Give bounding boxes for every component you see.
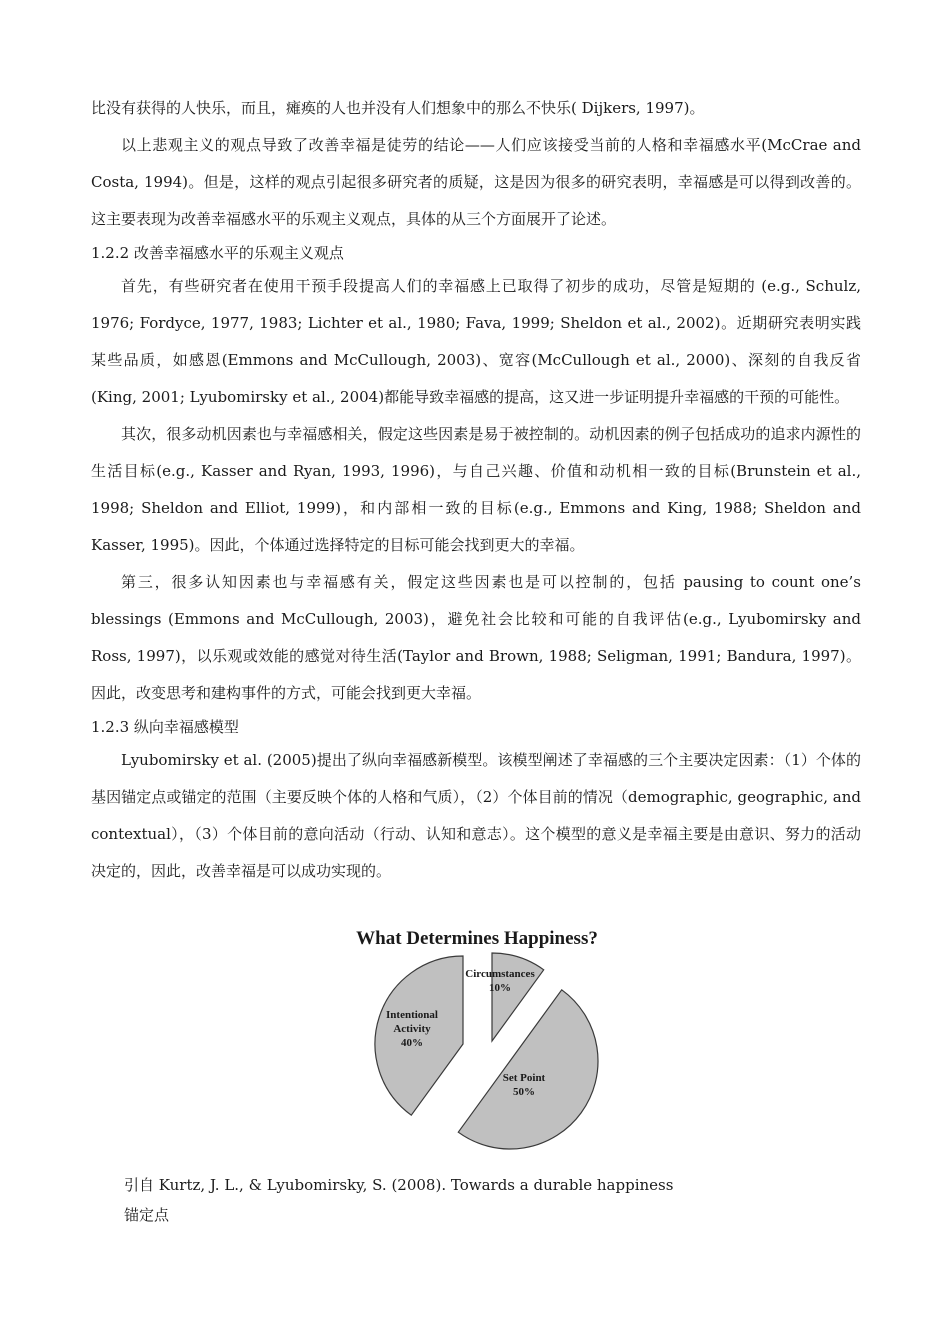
figure-caption bbox=[124, 1170, 673, 1230]
paragraph-pessimism-conclusion: 以上悲观主义的观点导致了改善幸福是徒劳的结论——人们应该接受当前的人格和幸福感水平(McCrae and Costa, 1994)。但是，这样的观点引起很多研究者的质疑，这是因为很多的研究表明，幸福感是可以得到改善的。这主要表现为改善幸福感水平的乐观主义观点，具体的从三个方面展开了论述。 bbox=[91, 136, 861, 228]
paragraph-second-point: 其次，很多动机因素也与幸福感相关，假定这些因素是易于被控制的。动机因素的例子包括成功的追求内源性的生活目标(e.g., Kasser and Ryan, 1993, 1996)，与自己兴趣、价值和动机相一致的目标(Brunstein et al., 1998; Sheldon and Elliot, 1999)，和内部相一致的目标(e.g., Emmons and King, 1988; Sheldon and Kasser, 1995)。因此，个体通过选择特定的目标可能会找到更大的幸福。 bbox=[91, 425, 861, 554]
caption-note: 锚定点 bbox=[124, 1206, 170, 1224]
caption-source: 引自 Kurtz, J. L., & Lyubomirsky, S. (2008). Towards a durable happiness bbox=[124, 1176, 674, 1194]
section-heading-1-2-2: 1.2.2 改善幸福感水平的乐观主义观点 bbox=[91, 244, 344, 262]
paragraph-first-point: 首先，有些研究者在使用干预手段提高人们的幸福感上已取得了初步的成功，尽管是短期的 (e.g., Schulz, 1976; Fordyce, 1977, 1983; Lichter et al., 1980; Fava, 1999; Sheldon et al., 2002)。近期研究表明实践某些品质，如感恩(Emmons and McCullough, 2003)、宽容(McCullough et al., 2000)、深刻的自我反省(King, 2001; Lyubomirsky et al., 2004)都能导致幸福感的提高，这又进一步证明提升幸福感的干预的可能性。 bbox=[91, 277, 861, 406]
pie-chart bbox=[330, 918, 640, 1158]
pie-slice-name-label: Activity bbox=[393, 1023, 431, 1035]
paragraph-third-point: 第三，很多认知因素也与幸福感有关，假定这些因素也是可以控制的，包括 pausing to count one’s blessings (Emmons and McCullough, 2003)，避免社会比较和可能的自我评估(e.g., Lyubomirsky and Ross, 1997)，以乐观或效能的感觉对待生活(Taylor and Brown, 1988; Seligman, 1991; Bandura, 1997)。因此，改变思考和建构事件的方式，可能会找到更大幸福。 bbox=[91, 573, 861, 702]
section-heading-1-2-3: 1.2.3 纵向幸福感模型 bbox=[91, 718, 239, 736]
paragraph-continuation: 比没有获得的人快乐，而且，瘫痪的人也并没有人们想象中的那么不快乐( Dijkers, 1997)。 bbox=[91, 99, 705, 117]
body-text bbox=[91, 90, 861, 890]
pie-slice-name-label: Circumstances bbox=[465, 968, 535, 980]
pie-slice-intentional-activity bbox=[375, 956, 463, 1115]
pie-slice-value-label: 40% bbox=[401, 1037, 423, 1049]
pie-slice-name-label: Intentional bbox=[386, 1009, 438, 1021]
pie-slice-value-label: 50% bbox=[513, 1086, 535, 1098]
happiness-pie-figure bbox=[330, 918, 640, 1158]
paragraph-model: Lyubomirsky et al. (2005)提出了纵向幸福感新模型。该模型阐述了幸福感的三个主要决定因素：（1）个体的基因锚定点或锚定的范围（主要反映个体的人格和气质），（2）个体目前的情况（demographic, geographic, and contextual），（3）个体目前的意向活动（行动、认知和意志）。这个模型的意义是幸福主要是由意识、努力的活动决定的，因此，改善幸福是可以成功实现的。 bbox=[91, 751, 861, 880]
pie-slices bbox=[375, 953, 598, 1149]
pie-slice-value-label: 10% bbox=[489, 982, 511, 994]
chart-title: What Determines Happiness? bbox=[356, 928, 598, 949]
pie-slice-name-label: Set Point bbox=[502, 1072, 546, 1084]
pie-slice-set-point bbox=[458, 990, 598, 1149]
